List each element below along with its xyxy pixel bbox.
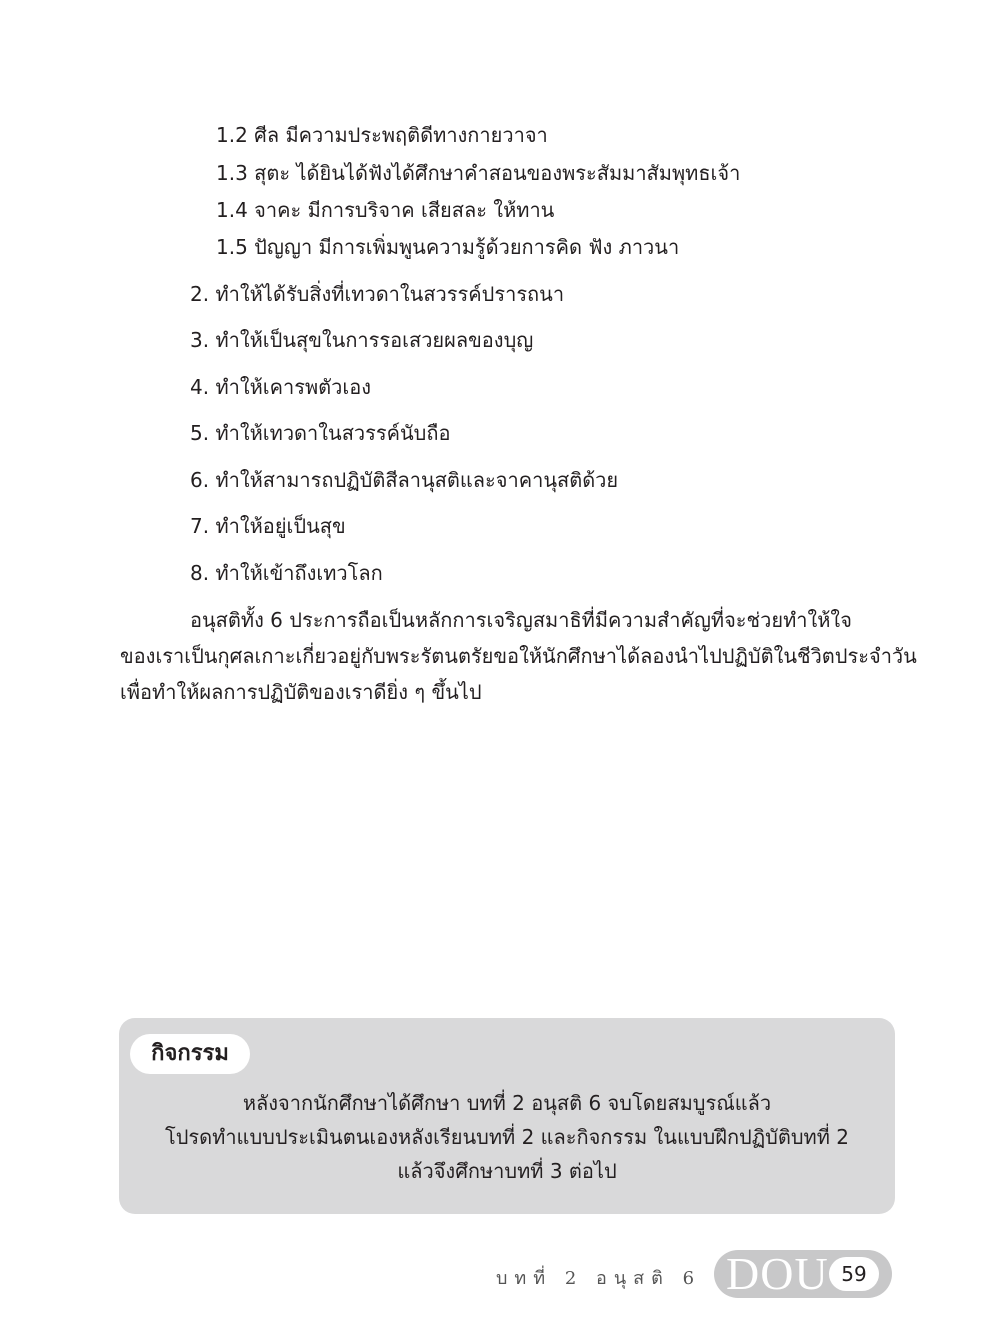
subitem-1-2: 1.2 ศีล มีความประพฤติดีทางกายวาจา <box>216 123 548 147</box>
activity-line-1: หลังจากนักศึกษาได้ศึกษา บทที่ 2 อนุสติ 6 จบโดยสมบูรณ์แล้ว <box>242 1091 772 1115</box>
paragraph-line-2: ของเราเป็นกุศลเกาะเกี่ยวอยู่กับพระรัตนตรัยขอให้นักศึกษาได้ลองนำไปปฏิบัติในชีวิตประจำวัน <box>120 644 917 668</box>
summary-paragraph <box>120 602 917 710</box>
paragraph-line-3: เพื่อทำให้ผลการปฏิบัติของเราดียิ่ง ๆ ขึ้นไป <box>120 680 482 704</box>
subitem-1-3: 1.3 สุตะ ได้ยินได้ฟังได้ศึกษาคำสอนของพระสัมมาสัมพุทธเจ้า <box>216 161 741 185</box>
activity-line-3: แล้วจึงศึกษาบทที่ 3 ต่อไป <box>397 1159 617 1183</box>
activity-title: กิจกรรม <box>130 1034 250 1074</box>
list-item-8: 8. ทำให้เข้าถึงเทวโลก <box>190 561 383 585</box>
list-item-7: 7. ทำให้อยู่เป็นสุข <box>190 514 346 538</box>
list-item-4: 4. ทำให้เคารพตัวเอง <box>190 375 372 399</box>
activity-instructions <box>119 1086 895 1188</box>
page-number: 59 <box>829 1257 879 1291</box>
dou-logo: DOU <box>726 1248 829 1299</box>
list-item-2: 2. ทำให้ได้รับสิ่งที่เทวดาในสวรรค์ปรารถนา <box>190 282 565 306</box>
subitem-1-5: 1.5 ปัญญา มีการเพิ่มพูนความรู้ด้วยการคิด ฟัง ภาวนา <box>216 235 680 259</box>
list-item-6: 6. ทำให้สามารถปฏิบัติสีลานุสติและจาคานุสติด้วย <box>190 468 619 492</box>
activity-line-2: โปรดทำแบบประเมินตนเองหลังเรียนบทที่ 2 และกิจกรรม ในแบบฝึกปฏิบัติบทที่ 2 <box>164 1125 850 1149</box>
list-item-3: 3. ทำให้เป็นสุขในการรอเสวยผลของบุญ <box>190 328 534 352</box>
subitem-1-4: 1.4 จาคะ มีการบริจาค เสียสละ ให้ทาน <box>216 198 555 222</box>
list-item-5: 5. ทำให้เทวดาในสวรรค์นับถือ <box>190 421 451 445</box>
footer-chapter-title: บทที่ 2 อนุสติ 6 <box>496 1268 702 1289</box>
paragraph-line-1: อนุสติทั้ง 6 ประการถือเป็นหลักการเจริญสมาธิที่มีความสำคัญที่จะช่วยทำให้ใจ <box>190 608 852 632</box>
